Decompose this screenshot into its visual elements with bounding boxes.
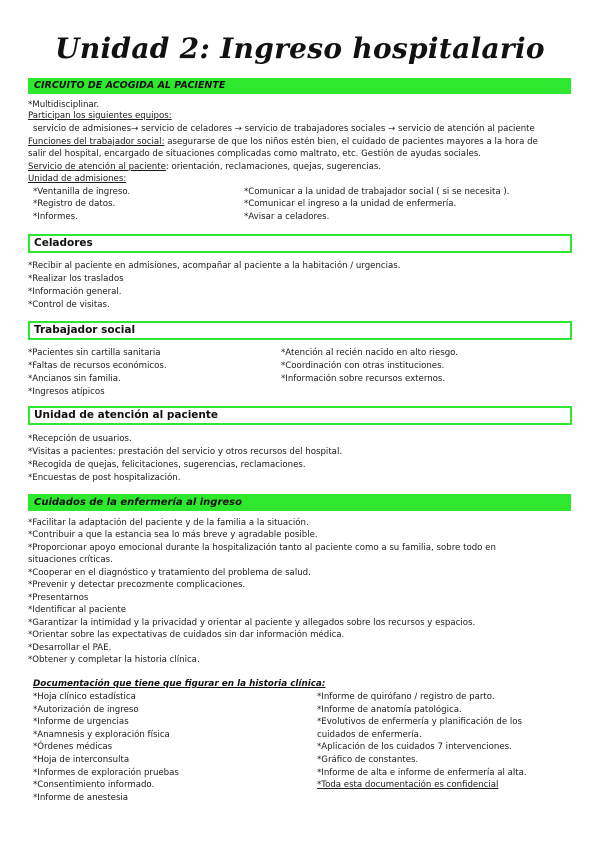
- section-circuito-heading: CIRCUITO DE ACOGIDA AL PACIENTE: [28, 78, 571, 94]
- list-item: *Registro de datos.: [33, 199, 116, 209]
- list-item: *Hoja de interconsulta: [33, 755, 130, 765]
- list-item: *Proporcionar apoyo emocional durante la hospitalización tanto al paciente como a su familia, sobre todo en: [28, 543, 496, 553]
- list-item: *Avisar a celadores.: [244, 212, 330, 222]
- list-item: *Recogida de quejas, felicitaciones, sugerencias, reclamaciones.: [28, 460, 306, 470]
- s1-services-flow: servicio de admisiones→ servicio de celadores → servicio de trabajadores sociales → servicio de atención al paciente: [33, 124, 535, 134]
- list-item: *Orientar sobre las expectativas de cuidados sin dar información médica.: [28, 630, 345, 640]
- list-item: situaciones críticas.: [28, 555, 113, 565]
- list-item: *Identificar al paciente: [28, 605, 127, 615]
- list-item: *Evolutivos de enfermería y planificación de los: [317, 717, 523, 727]
- list-item: *Informe de alta e informe de enfermería al alta.: [317, 768, 527, 778]
- list-item: *Desarrollar el PAE.: [28, 643, 112, 653]
- s1-label: Funciones del trabajador social:: [28, 137, 165, 147]
- s1-line: [28, 162, 381, 173]
- list-item: *Consentimiento informado.: [33, 780, 155, 790]
- list-item: *Visitas a pacientes: prestación del servicio y otros recursos del hospital.: [28, 447, 343, 457]
- list-item: *Ingresos atípicos: [28, 387, 105, 397]
- list-item: *Órdenes médicas: [33, 742, 113, 752]
- list-item: *Aplicación de los cuidados 7 intervenciones.: [317, 742, 512, 752]
- s1-line: Participan los siguientes equipos:: [28, 111, 172, 121]
- list-item: *Información sobre recursos externos.: [281, 374, 446, 384]
- list-item: *Faltas de recursos económicos.: [28, 361, 167, 371]
- list-item: *Pacientes sin cartilla sanitaria: [28, 348, 161, 358]
- list-item: *Garantizar la intimidad y la privacidad y orientar al paciente y allegados sobre los recursos y espacios.: [28, 618, 476, 628]
- list-item: *Cooperar en el diagnóstico y tratamiento del problema de salud.: [28, 568, 311, 578]
- list-item: *Facilitar la adaptación del paciente y de la familia a la situación.: [28, 518, 309, 528]
- doc-confidential-note: *Toda esta documentación es confidencial: [317, 780, 499, 790]
- section-trabajador-social-heading: Trabajador social: [28, 321, 572, 340]
- list-item: *Contribuir a que la estancia sea lo más breve y agradable posible.: [28, 530, 318, 540]
- list-item: *Informes de exploración pruebas: [33, 768, 179, 778]
- list-item: *Recepción de usuarios.: [28, 434, 132, 444]
- s1-label: Servicio de atención al paciente: [28, 162, 166, 172]
- list-item: *Control de visitas.: [28, 300, 110, 310]
- list-item: *Recibir al paciente en admisiones, acompañar al paciente a la habitación / urgencias.: [28, 261, 401, 271]
- list-item: cuidados de enfermería.: [317, 730, 422, 740]
- s1-text: asegurarse de que los niños estén bien, el cuidado de pacientes mayores a la hora de: [164, 137, 538, 147]
- section-atencion-paciente-heading: Unidad de atención al paciente: [28, 406, 572, 425]
- list-item: *Encuestas de post hospitalización.: [28, 473, 181, 483]
- page-title: Unidad 2: Ingreso hospitalario: [55, 32, 545, 65]
- list-item: *Hoja clínico estadística: [33, 692, 136, 702]
- list-item: *Informe de anestesia: [33, 793, 129, 803]
- list-item: *Ventanilla de ingreso.: [33, 187, 131, 197]
- s1-line: [28, 137, 538, 148]
- list-item: *Obtener y completar la historia clínica.: [28, 655, 200, 665]
- list-item: *Comunicar a la unidad de trabajador social ( si se necesita ).: [244, 187, 510, 197]
- s1-line: salir del hospital, encargado de situaciones complicadas como maltrato, etc. Gestión de ayudas sociales.: [28, 149, 481, 159]
- list-item: *Información general.: [28, 287, 122, 297]
- list-item: *Autorización de ingreso: [33, 705, 139, 715]
- list-item: *Ancianos sin familia.: [28, 374, 121, 384]
- list-item: *Coordinación con otras instituciones.: [281, 361, 445, 371]
- list-item: *Anamnesis y exploración física: [33, 730, 170, 740]
- section-cuidados-heading: Cuidados de la enfermería al ingreso: [28, 494, 571, 511]
- s1-line: Unidad de admisiones:: [28, 174, 127, 184]
- list-item: *Informes.: [33, 212, 78, 222]
- list-item: *Prevenir y detectar precozmente complicaciones.: [28, 580, 246, 590]
- s1-line: *Multidisciplinar.: [28, 100, 100, 110]
- list-item: *Informe de anatomía patológica.: [317, 705, 462, 715]
- doc-heading: Documentación que tiene que figurar en la historia clínica:: [33, 679, 326, 689]
- list-item: *Informe de quirófano / registro de parto.: [317, 692, 495, 702]
- s1-text: : orientación, reclamaciones, quejas, sugerencias.: [165, 162, 382, 172]
- section-celadores-heading: Celadores: [28, 234, 572, 253]
- list-item: *Informe de urgencias: [33, 717, 129, 727]
- list-item: *Comunicar el ingreso a la unidad de enfermería.: [244, 199, 457, 209]
- list-item: *Realizar los traslados: [28, 274, 124, 284]
- list-item: *Presentarnos: [28, 593, 89, 603]
- list-item: *Gráfico de constantes.: [317, 755, 419, 765]
- list-item: *Atención al recién nacido en alto riesgo.: [281, 348, 458, 358]
